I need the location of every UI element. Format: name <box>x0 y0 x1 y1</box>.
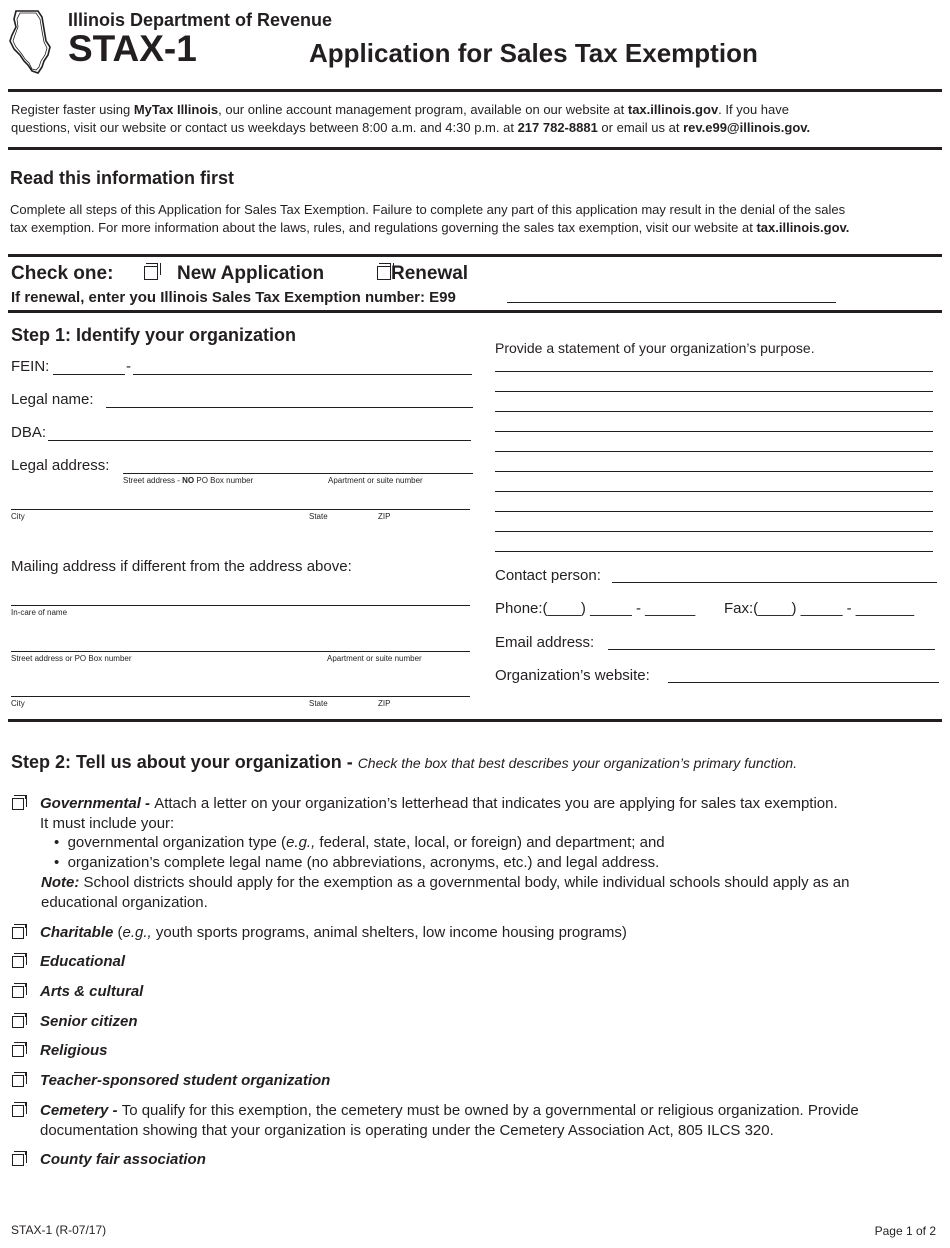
purpose-line[interactable] <box>495 451 933 452</box>
intro-text-part: , our online account management program, available on our website at <box>218 102 628 117</box>
email-field[interactable] <box>608 649 935 650</box>
phone-number: 217 782-8881 <box>517 120 598 135</box>
senior-checkbox[interactable] <box>12 1016 24 1028</box>
step2-heading <box>11 752 797 773</box>
zip-caption: ZIP <box>378 699 391 708</box>
purpose-line[interactable] <box>495 531 933 532</box>
caption-part: PO Box number <box>194 476 254 485</box>
option-title: County fair association <box>40 1151 206 1168</box>
info-text <box>10 201 942 237</box>
option-title: Teacher-sponsored student organization <box>40 1072 331 1089</box>
form-id: STAX-1 <box>68 28 197 69</box>
intro-text-part: Register faster using <box>11 102 134 117</box>
governmental-note <box>41 874 850 891</box>
step2-hint: Check the box that best describes your organization’s primary function. <box>357 755 798 771</box>
email-label: Email address: <box>495 634 595 651</box>
street-caption <box>123 476 253 485</box>
check-one-label: Check one: <box>11 263 114 284</box>
contact-person-field[interactable] <box>612 582 937 583</box>
religious-checkbox[interactable] <box>12 1045 24 1057</box>
purpose-line[interactable] <box>495 431 933 432</box>
renewal-number-field[interactable] <box>507 302 836 303</box>
city-caption: City <box>11 699 25 708</box>
caption-part: Street address - <box>123 476 183 485</box>
fein-label: FEIN: <box>11 358 50 375</box>
intro-text <box>11 101 941 137</box>
department-name: Illinois Department of Revenue <box>68 10 333 30</box>
option-title: Governmental - <box>40 795 155 812</box>
legal-name-label: Legal name: <box>11 391 94 408</box>
legal-address-city-field[interactable] <box>11 509 470 510</box>
state-caption: State <box>309 512 328 521</box>
new-application-label: New Application <box>177 263 325 284</box>
renewal-number-label: If renewal, enter you Illinois Sales Tax Exemption number: E99 <box>11 289 456 306</box>
bullet-text: organization’s complete legal name (no abbreviations, acronyms, etc.) and legal address. <box>67 854 660 871</box>
dba-label: DBA: <box>11 424 47 441</box>
cemetery-text: documentation showing that your organization is operating under the Cemetery Association Act, 805 ILCS 320. <box>40 1122 774 1139</box>
purpose-line[interactable] <box>495 551 933 552</box>
intro-text-part: . If you have <box>718 102 789 117</box>
form-title: Application for Sales Tax Exemption <box>309 38 758 68</box>
county-fair-checkbox[interactable] <box>12 1154 24 1166</box>
renewal-checkbox[interactable] <box>377 266 391 280</box>
info-line: Complete all steps of this Application for Sales Tax Exemption. Failure to complete any part of this application may result in the denial of the sales <box>10 202 846 217</box>
renewal-label: Renewal <box>391 263 469 284</box>
governmental-note: educational organization. <box>41 894 208 911</box>
divider <box>8 147 942 150</box>
legal-address-street-field[interactable] <box>123 473 473 474</box>
apartment-caption: Apartment or suite number <box>327 654 422 663</box>
mailing-address-label: Mailing address if different from the address above: <box>11 558 352 575</box>
legal-address-label: Legal address: <box>11 457 110 474</box>
bullet-text: e.g., <box>286 834 316 851</box>
option-title: Arts & cultural <box>40 983 144 1000</box>
purpose-line[interactable] <box>495 371 933 372</box>
purpose-label: Provide a statement of your organization’s purpose. <box>495 340 815 356</box>
fax-field[interactable]: Fax:(____) _____ - _______ <box>724 600 915 617</box>
bullet-text: federal, state, local, or foreign) and department; and <box>315 834 665 851</box>
mytax-link[interactable]: MyTax Illinois <box>133 102 219 117</box>
mailing-street-field[interactable] <box>11 651 470 652</box>
divider <box>8 89 942 92</box>
new-application-checkbox[interactable] <box>144 266 158 280</box>
divider <box>8 719 942 722</box>
option-title: Charitable <box>40 924 114 941</box>
option-text: To qualify for this exemption, the cemetery must be owned by a governmental or religious organization. Provide <box>121 1102 859 1119</box>
intro-text-part: questions, visit our website or contact us weekdays between 8:00 a.m. and 4:30 p.m. at <box>11 120 518 135</box>
purpose-line[interactable] <box>495 511 933 512</box>
charitable-checkbox[interactable] <box>12 927 24 939</box>
cemetery-checkbox[interactable] <box>12 1105 24 1117</box>
dba-field[interactable] <box>48 440 471 441</box>
governmental-bullet: • governmental organization type (e.g., federal, state, local, or foreign) and department; and <box>54 834 665 851</box>
website-link[interactable]: tax.illinois.gov. <box>756 220 850 235</box>
email-link[interactable]: rev.e99@illinois.gov. <box>683 120 811 135</box>
teacher-checkbox[interactable] <box>12 1075 24 1087</box>
divider <box>8 310 942 313</box>
note-text: School districts should apply for the exemption as a governmental body, while individual schools should apply as an <box>79 874 850 891</box>
purpose-line[interactable] <box>495 391 933 392</box>
info-line: tax exemption. For more information about the laws, rules, and regulations governing the sales tax exemption, visit our website at <box>10 220 757 235</box>
form-revision: STAX-1 (R-07/17) <box>11 1223 107 1237</box>
educational-checkbox[interactable] <box>12 956 24 968</box>
note-label: Note: <box>41 874 80 891</box>
option-text: youth sports programs, animal shelters, low income housing programs) <box>151 924 627 941</box>
in-care-of-field[interactable] <box>11 605 470 606</box>
governmental-checkbox[interactable] <box>12 798 24 810</box>
state-caption: State <box>309 699 328 708</box>
option-title: Religious <box>40 1042 108 1059</box>
info-heading: Read this information first <box>10 168 235 188</box>
website-link[interactable]: tax.illinois.gov <box>627 102 719 117</box>
zip-caption: ZIP <box>378 512 391 521</box>
illinois-state-logo <box>8 9 54 75</box>
divider <box>8 254 942 257</box>
fein-separator: - <box>126 358 131 375</box>
mailing-city-field[interactable] <box>11 696 470 697</box>
caption-part: NO <box>182 476 195 485</box>
purpose-line[interactable] <box>495 471 933 472</box>
step1-heading: Step 1: Identify your organization <box>11 325 297 345</box>
option-title: Senior citizen <box>40 1013 138 1030</box>
bullet-text: governmental organization type ( <box>67 834 287 851</box>
apartment-caption: Apartment or suite number <box>328 476 423 485</box>
phone-field[interactable]: Phone:(____) _____ - ______ <box>495 600 696 617</box>
intro-text-part: or email us at <box>597 120 684 135</box>
purpose-line[interactable] <box>495 411 933 412</box>
option-title: Educational <box>40 953 126 970</box>
governmental-bullet: • organization’s complete legal name (no abbreviations, acronyms, etc.) and legal address. <box>54 854 660 871</box>
city-caption: City <box>11 512 25 521</box>
option-text: ( <box>113 924 123 941</box>
in-care-caption: In-care of name <box>11 608 68 617</box>
purpose-line[interactable] <box>495 491 933 492</box>
street-po-caption: Street address or PO Box number <box>11 654 132 663</box>
contact-person-label: Contact person: <box>495 567 601 584</box>
page-number: Page 1 of 2 <box>874 1224 936 1238</box>
arts-checkbox[interactable] <box>12 986 24 998</box>
website-label: Organization’s website: <box>495 667 650 684</box>
legal-name-field[interactable] <box>106 407 473 408</box>
step2-title: Step 2: Tell us about your organization - <box>11 752 358 772</box>
option-text: Attach a letter on your organization’s letterhead that indicates you are applying for sales tax exemption. <box>154 795 838 812</box>
option-text: e.g., <box>122 924 152 941</box>
fein-field-prefix[interactable] <box>53 374 125 375</box>
website-field[interactable] <box>668 682 939 683</box>
fein-field[interactable] <box>133 374 472 375</box>
governmental-text: It must include your: <box>40 815 175 832</box>
option-title: Cemetery - <box>40 1102 122 1119</box>
